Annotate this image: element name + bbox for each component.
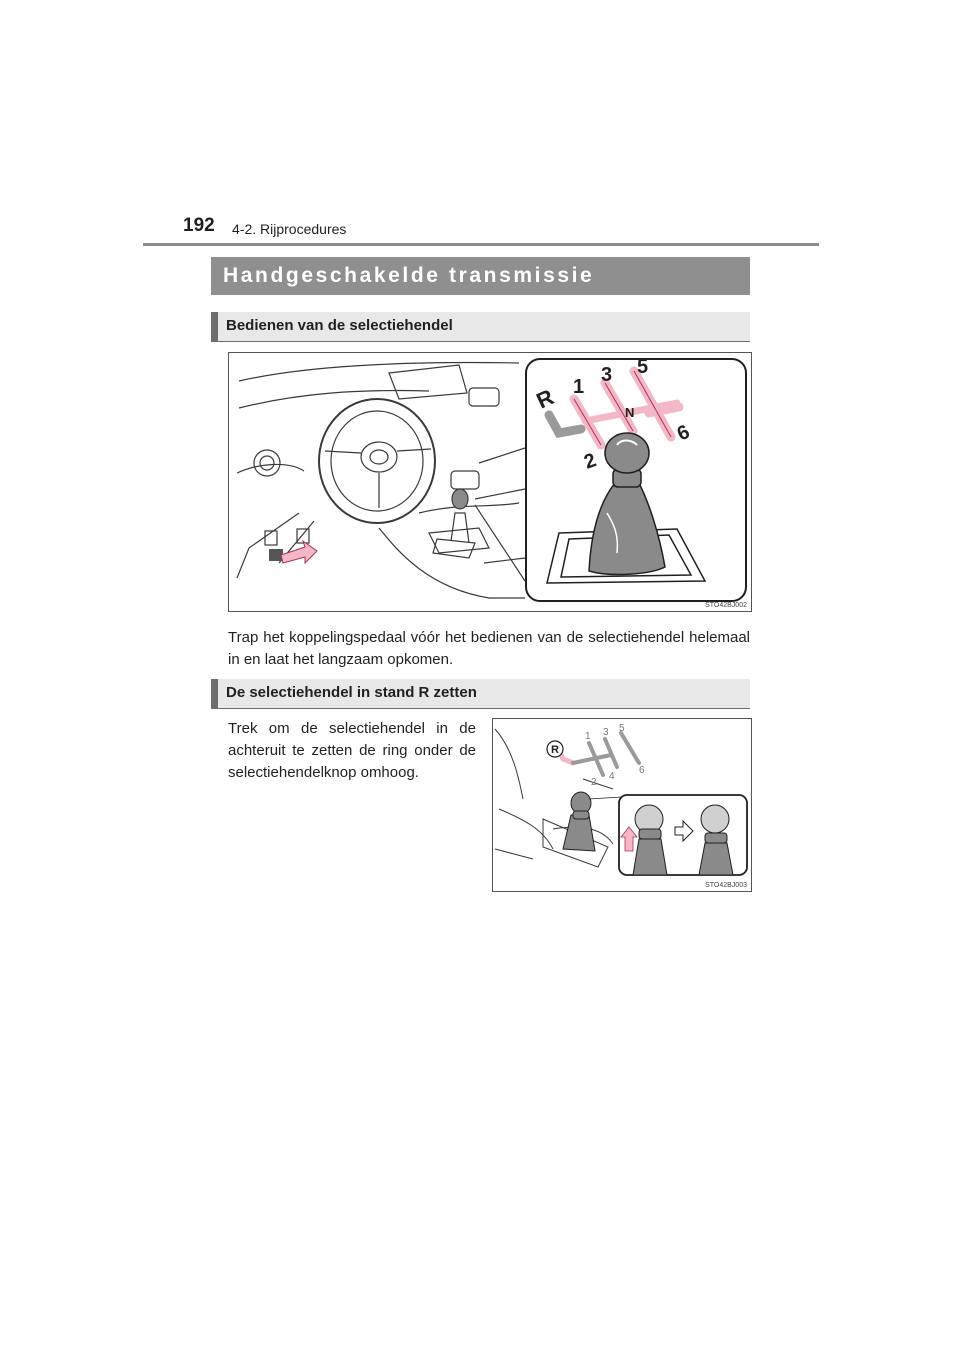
car-interior-illustration — [229, 353, 751, 611]
chapter-title: 4-2. Rijprocedures — [232, 221, 347, 237]
gear-label-5-small: 5 — [619, 723, 625, 734]
figure-reverse-gear — [492, 718, 752, 892]
gear-label-2-small: 2 — [591, 777, 597, 788]
instruction-clutch-text: Trap het koppelingspedaal vóór het bedienen van de selectiehendel helemaal in en laat het langzaam opkomen. — [228, 629, 750, 668]
gear-label-1: 1 — [573, 376, 585, 398]
section-title: Handgeschakelde transmissie — [211, 257, 750, 295]
header-divider — [143, 243, 819, 246]
gear-label-n: N — [625, 405, 635, 420]
subsection-heading-reverse: De selectiehendel in stand R zetten — [211, 679, 750, 709]
page-number: 192 — [183, 215, 215, 236]
figure-code: STO42BJ002 — [705, 602, 747, 609]
gear-label-6: 6 — [673, 420, 694, 446]
figure-code: STO42BJ003 — [705, 882, 747, 889]
figure-shift-lever-operation — [228, 352, 752, 612]
gear-label-3-small: 3 — [603, 727, 609, 738]
gear-label-4-small: 4 — [609, 771, 615, 782]
gear-label-6-small: 6 — [639, 765, 645, 776]
gear-label-r: R — [532, 384, 558, 414]
gear-label-r-small: R — [551, 744, 559, 756]
gear-label-2: 2 — [581, 449, 600, 474]
gear-label-5: 5 — [637, 356, 649, 378]
instruction-reverse-text: Trek om de selectiehendel in de achteruit te zetten de ring onder de selectiehendelknop omhoog. — [228, 720, 476, 781]
subsection-heading-operating-lever: Bedienen van de selectiehendel — [211, 312, 750, 342]
reverse-shift-illustration — [493, 719, 751, 891]
gear-label-3: 3 — [601, 364, 613, 386]
gear-label-1-small: 1 — [585, 731, 591, 742]
